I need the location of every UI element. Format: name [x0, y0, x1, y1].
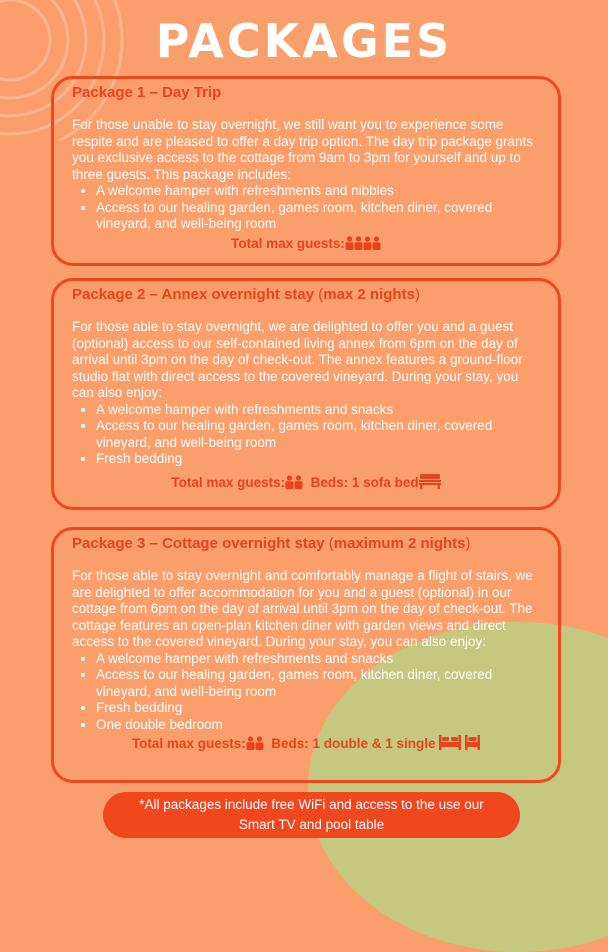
package-2-description: For those able to stay overnight, we are delighted to offer you and a guest (optional) access to our self-contained living annex from 6pm on the day of arrival until 3pm on the day of check-out. The annex features a ground-floor studio flat with direct access to the covered vineyard. During your stay, you can also enjoy: [72, 319, 523, 400]
person-icon [246, 736, 255, 755]
package-2-list [72, 402, 540, 468]
list-item: • One double bedroom [96, 717, 540, 734]
list-item: • A welcome hamper with refreshments and snacks [96, 651, 540, 668]
person-icon [345, 236, 354, 255]
beds-label: Beds: 1 sofa bed [310, 474, 419, 490]
list-item: • Fresh bedding [96, 700, 540, 717]
package-2-heading: Package 2 – Annex overnight stay (max 2 nights) [72, 286, 420, 303]
package-1-card [51, 76, 561, 266]
footer-note [103, 792, 520, 838]
package-3-list [72, 651, 540, 734]
list-item: • Access to our healing garden, games room, kitchen diner, covered vineyard, and well-being room [96, 418, 540, 451]
package-2-card [51, 278, 561, 510]
single-bed-icon [465, 735, 480, 755]
list-item: • A welcome hamper with refreshments and nibbles [96, 183, 540, 200]
package-3-description: For those able to stay overnight and comfortably manage a flight of stairs, we are delighted to offer accommodation for you and a guest (optional) in our cottage from 6pm on the day of arrival until 3pm on the day of check-out. The cottage features an open-plan kitchen diner with garden views and direct access to the covered vineyard. During your stay, you can also enjoy: [72, 568, 533, 649]
list-item: • Access to our healing garden, games room, kitchen diner, covered vineyard, and well-being room [96, 667, 540, 700]
footer-line-1: *All packages include free WiFi and access to the use our [139, 797, 484, 812]
package-2-guests [72, 474, 540, 494]
guests-label: Total max guests: [131, 736, 246, 751]
person-icon [255, 736, 264, 755]
package-1-heading: Package 1 – Day Trip [72, 84, 222, 101]
person-icon [354, 236, 363, 255]
page-title: PACKAGES [155, 14, 453, 68]
package-3-card [51, 527, 561, 783]
double-bed-icon [439, 735, 461, 755]
package-3-heading: Package 3 – Cottage overnight stay (maximum 2 nights) [72, 535, 471, 552]
person-icon [363, 236, 372, 255]
footer-line-2: Smart TV and pool table [238, 817, 385, 832]
guests-label: Total max guests: [231, 235, 345, 251]
list-item: • Access to our healing garden, games room, kitchen diner, covered vineyard, and well-being room [96, 200, 540, 233]
package-1-description: For those unable to stay overnight, we still want you to experience some respite and are pleased to offer a day trip option. The day trip package grants you exclusive access to the cottage from 9am to 3pm for yourself and up to three guests. This package includes: [72, 117, 534, 182]
person-icon [294, 475, 303, 494]
person-icon [285, 475, 294, 494]
list-item: • A welcome hamper with refreshments and snacks [96, 402, 540, 419]
package-1-list [72, 183, 540, 233]
list-item: • Fresh bedding [96, 451, 540, 468]
package-3-guests [72, 735, 540, 755]
person-icon [372, 236, 381, 255]
package-1-guests [72, 235, 540, 255]
sofa-bed-icon [419, 474, 441, 494]
beds-label: Beds: 1 double & 1 single [271, 736, 436, 751]
guests-label: Total max guests: [171, 474, 286, 490]
